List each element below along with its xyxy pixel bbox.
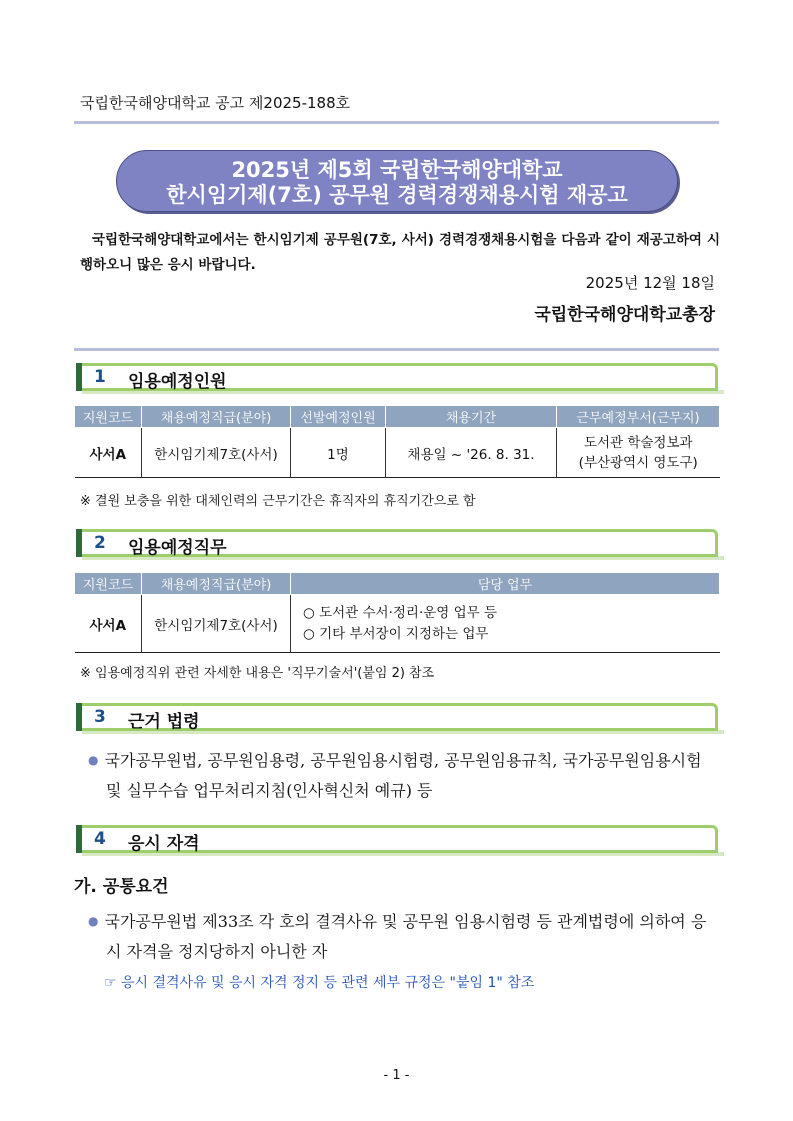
column-header: 근무예정부서(근무지) bbox=[557, 406, 720, 428]
column-header: 지원코드 bbox=[75, 573, 142, 595]
note-job-description: ※ 임용예정직위 관련 자세한 내용은 '직무기술서'(붙임 2) 참조 bbox=[80, 666, 435, 681]
section-title: 응시 자격 bbox=[128, 834, 200, 854]
page-number: - 1 - bbox=[383, 1068, 410, 1083]
count-cell: 1명 bbox=[291, 428, 386, 478]
section-title: 임용예정인원 bbox=[128, 372, 227, 392]
law-text: 국가공무원법, 공무원임용령, 공무원임용시험령, 공무원임용규칙, 국가공무원임용시험 및 실무수습 업무처리지침(인사혁신처 예규) 등 bbox=[104, 751, 702, 800]
note-substitute: ※ 결원 보충을 위한 대체인력의 근무기간은 휴직자의 휴직기간으로 함 bbox=[80, 494, 476, 509]
section-number: 1 bbox=[94, 367, 106, 387]
section-title: 임용예정직무 bbox=[128, 538, 227, 558]
law-list bbox=[88, 745, 718, 806]
bullet-icon: ● bbox=[88, 914, 99, 928]
code-cell: 사서A bbox=[75, 428, 142, 478]
duty-item: ○ 도서관 수서·정리·운영 업무 등 bbox=[303, 604, 498, 621]
column-header: 채용예정직급(분야) bbox=[142, 573, 291, 595]
issuer-name: 국립한국해양대학교총장 bbox=[534, 305, 715, 325]
duties-table bbox=[74, 572, 720, 653]
divider-top bbox=[74, 121, 719, 124]
personnel-table bbox=[74, 405, 720, 478]
title-line-1: 2025년 제5회 국립한국해양대학교 bbox=[231, 158, 563, 182]
section-tag bbox=[76, 825, 82, 853]
column-header: 담당 업무 bbox=[291, 573, 720, 595]
period-cell: 채용일 ~ '26. 8. 31. bbox=[386, 428, 557, 478]
column-header: 채용기간 bbox=[386, 406, 557, 428]
grade-cell: 한시임기제7호(사서) bbox=[142, 595, 291, 653]
column-header: 지원코드 bbox=[75, 406, 142, 428]
notice-number: 국립한국해양대학교 공고 제2025-188호 bbox=[80, 94, 351, 112]
section-number: 4 bbox=[94, 829, 106, 849]
dept-line: 도서관 학술정보과 bbox=[583, 434, 693, 451]
column-header: 선발예정인원 bbox=[291, 406, 386, 428]
title-line-2: 한시임기제(7호) 공무원 경력경쟁채용시험 재공고 bbox=[166, 183, 628, 207]
code-cell: 사서A bbox=[75, 595, 142, 653]
qualification-reference: ☞ 응시 결격사유 및 응시 자격 정지 등 관련 세부 규정은 "붙임 1" 참조 bbox=[104, 975, 535, 991]
section-tag bbox=[76, 529, 82, 557]
intro-paragraph: 국립한국해양대학교에서는 한시임기제 공무원(7호, 사서) 경력경쟁채용시험을 다음과 같이 재공고하여 시행하오니 많은 응시 바랍니다. bbox=[80, 232, 720, 273]
section-number: 3 bbox=[94, 707, 106, 727]
divider-middle bbox=[74, 348, 719, 351]
section-title: 근거 법령 bbox=[128, 712, 200, 732]
bullet-icon: ● bbox=[88, 753, 99, 767]
dept-location: (부산광역시 영도구) bbox=[578, 454, 698, 471]
dept-cell bbox=[557, 428, 720, 478]
section-tag bbox=[76, 363, 82, 391]
column-header: 채용예정직급(분야) bbox=[142, 406, 291, 428]
duty-cell bbox=[291, 595, 720, 653]
grade-cell: 한시임기제7호(사서) bbox=[142, 428, 291, 478]
qualification-subheading: 가. 공통요건 bbox=[74, 877, 169, 897]
qualification-item bbox=[88, 906, 718, 967]
section-tag bbox=[76, 703, 82, 731]
section-number: 2 bbox=[94, 533, 106, 553]
notice-date: 2025년 12월 18일 bbox=[585, 274, 715, 292]
duty-item: ○ 기타 부서장이 지정하는 업무 bbox=[303, 625, 489, 642]
qualification-text: 국가공무원법 제33조 각 호의 결격사유 및 공무원 임용시험령 등 관계법령에 의하여 응시 자격을 정지당하지 아니한 자 bbox=[104, 912, 707, 961]
